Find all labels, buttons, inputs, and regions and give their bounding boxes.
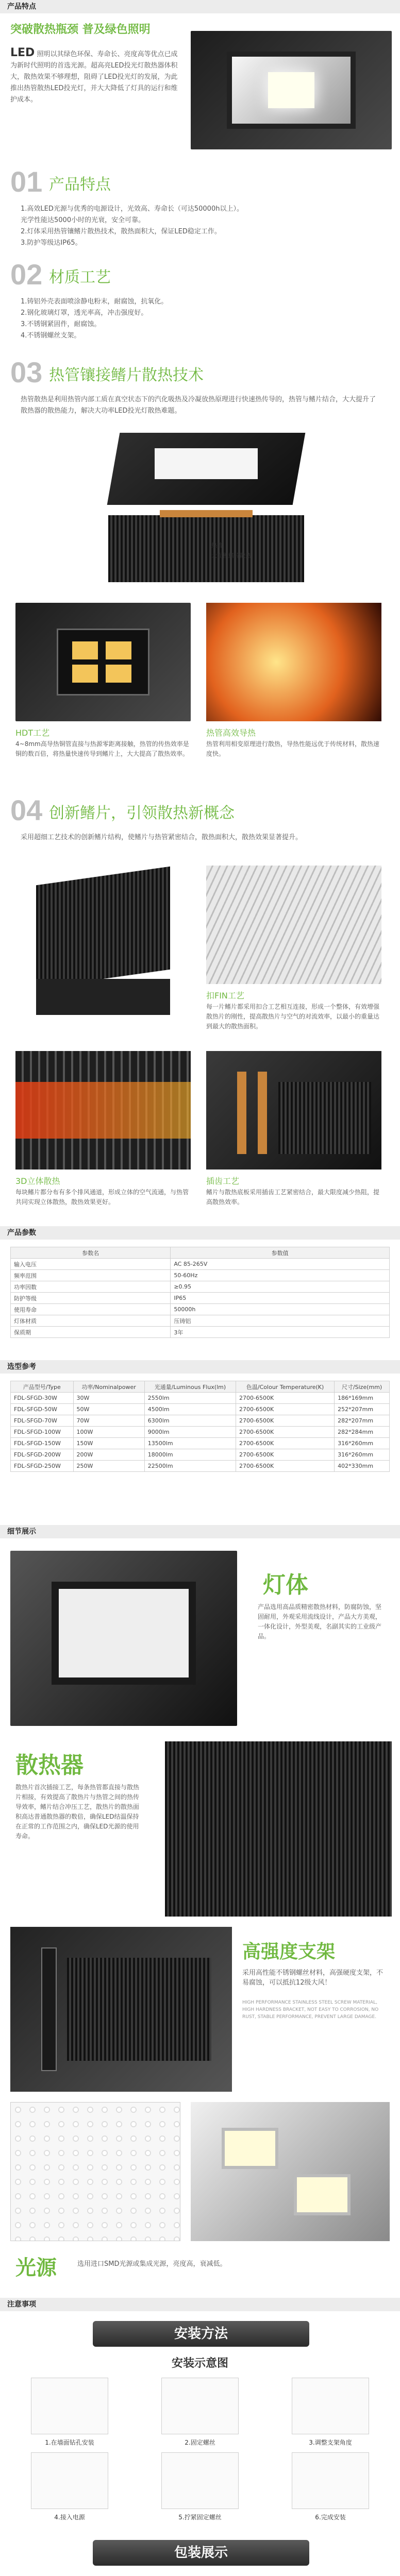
detail-body-text: 产品选用高品质精密散热材料，防腐防蚀，坚固耐用，外观采用流线设计，产品大方美观，一体化设计，外型美观，名副其实的工业级产品。 xyxy=(258,1603,382,1640)
features-item: 3.防护等级达IP65。 xyxy=(21,239,82,247)
cell: 282*207mm xyxy=(335,1415,390,1427)
insert-title: 插齿工艺 xyxy=(206,1176,240,1186)
detail-bracket-image xyxy=(10,1927,232,2092)
section-label-details: 细节展示 xyxy=(0,1525,400,1538)
hdt-image xyxy=(15,603,191,721)
cell: 4500lm xyxy=(144,1404,236,1415)
table-row xyxy=(11,1415,390,1427)
hero-product-image xyxy=(191,31,392,149)
param-value: ≥0.95 xyxy=(171,1281,390,1293)
cell: 70W xyxy=(73,1415,144,1427)
material-item: 1.铸铝外壳表面喷涂静电粉末，耐腐蚀，抗氧化。 xyxy=(21,298,168,306)
detail-sink-title: 散热器 xyxy=(15,1752,84,1778)
install-step-label: 1.在墙面钻孔安装 xyxy=(45,2439,94,2446)
install-step-image xyxy=(161,2378,239,2434)
table-row xyxy=(11,1293,390,1304)
selection-header: 色温/Colour Temperature(K) xyxy=(236,1381,335,1393)
hdt-text: 4~8mm高导热铜管直接与热源零距离接触，热管的传热效率是铜的数百倍，将热量快速传导到鳍片上，大大提高了散热效率。 xyxy=(15,740,189,757)
param-name: 灯体材质 xyxy=(11,1315,171,1327)
intro-block xyxy=(10,47,180,106)
heat3d-text: 每块鳍片都分布有多个排风通道，形成立体的空气流通，与热管共同实现立体散热，散热效果更好。 xyxy=(15,1189,189,1206)
cell: 2550lm xyxy=(144,1393,236,1404)
cell: 2700-6500K xyxy=(236,1415,335,1427)
callout-heatpipe: 热管 xyxy=(211,542,223,549)
fin-product-image xyxy=(15,866,191,1030)
cell: FDL-SFGD-200W xyxy=(11,1449,74,1461)
table-row xyxy=(11,1393,390,1404)
table-row xyxy=(11,1304,390,1315)
install-step-image xyxy=(31,2378,108,2434)
callout-fins: 大面积鳍片散热 xyxy=(211,552,251,559)
section-label-params: 产品参数 xyxy=(0,1226,400,1240)
features-item: 光学性能达5000小时的光衰，安全可靠。 xyxy=(21,216,145,224)
fin-num: 04 xyxy=(10,794,43,826)
cell: 50W xyxy=(73,1404,144,1415)
table-row xyxy=(11,1270,390,1281)
selection-table xyxy=(10,1381,390,1472)
cell: 200W xyxy=(73,1449,144,1461)
fin-text: 采用超细工艺技术的创新鳍片结构，使鳍片与热管紧密结合，散热面积大，散热效果显著提升。 xyxy=(21,834,303,841)
fin-process-title: 扣FIN工艺 xyxy=(206,991,244,1001)
selection-header: 光通量/Luminous Flux(lm) xyxy=(144,1381,236,1393)
param-value: 3年 xyxy=(171,1327,390,1338)
detail-body-image xyxy=(10,1551,237,1726)
detail-source-text: 选用进口SMD光源或集成光源，亮度高，衰减低。 xyxy=(77,2260,227,2268)
table-row xyxy=(11,1259,390,1270)
param-value: 50000h xyxy=(171,1304,390,1315)
cell: 22500lm xyxy=(144,1461,236,1472)
table-row xyxy=(11,1281,390,1293)
material-item: 2.钢化玻璃灯罩，透光率高，冲击强度好。 xyxy=(21,309,148,317)
cell: 316*260mm xyxy=(335,1449,390,1461)
install-step-label: 5.拧紧固定螺丝 xyxy=(178,2514,222,2521)
detail-sink-text: 散热片首次插接工艺，每条热管都直接与散热片相接，有效提高了散热片与热管之间的热传导效率，鳍片结合冲压工艺，散热片的散热面积高达普通散热器的数倍，确保LED结温保持在正常的工作范围之内，确保LED光源的使用寿命。 xyxy=(15,1784,140,1840)
selection-header: 功率/Nominalpower xyxy=(73,1381,144,1393)
table-row xyxy=(11,1404,390,1415)
param-name: 功率因数 xyxy=(11,1281,171,1293)
material-item: 4.不锈钢螺丝支架。 xyxy=(21,332,81,340)
material-item: 3.不锈钢紧固件，耐腐蚀。 xyxy=(21,320,101,328)
insert-process-image xyxy=(206,1051,381,1170)
cell: 2700-6500K xyxy=(236,1393,335,1404)
cell: 6300lm xyxy=(144,1415,236,1427)
install-step-image xyxy=(292,2378,369,2434)
section-label-notes: 注意事项 xyxy=(0,2298,400,2311)
params-header-value: 参数值 xyxy=(171,1247,390,1259)
fin-process-image xyxy=(206,866,381,984)
heatpipe-efficiency-title: 热管高效导热 xyxy=(206,728,256,738)
material-num: 02 xyxy=(10,258,43,291)
install-subtitle: 安装示意图 xyxy=(171,2357,228,2370)
param-name: 使用寿命 xyxy=(11,1304,171,1315)
table-row xyxy=(11,1327,390,1338)
material-list xyxy=(21,296,381,342)
params-table xyxy=(10,1247,390,1338)
detail-bracket-text: 采用高性能不锈钢螺丝材料，高强硬度支架，不易腐蚀，可以抵抗12级大风！ xyxy=(242,1969,384,1987)
detail-sink-image xyxy=(165,1741,392,1917)
detail-bracket-title: 高强度支架 xyxy=(242,1941,336,1962)
cell: 2700-6500K xyxy=(236,1427,335,1438)
intro-led: LED xyxy=(10,46,35,59)
heatsink-exploded-image xyxy=(98,433,314,587)
install-step-label: 4.接入电源 xyxy=(54,2514,85,2521)
install-step-label: 3.调整支架角度 xyxy=(309,2439,352,2446)
cell: FDL-SFGD-30W xyxy=(11,1393,74,1404)
params-header-name: 参数名 xyxy=(11,1247,171,1259)
heat3d-title: 3D立体散热 xyxy=(15,1176,60,1186)
cell: 9000lm xyxy=(144,1427,236,1438)
cell: 30W xyxy=(73,1393,144,1404)
headline: 突破散热瓶颈 普及绿色照明 xyxy=(10,23,151,36)
heatpipe-text: 热管散热是利用热管内部工质在真空状态下的汽化吸热及冷凝放热原理进行快速热传导的，热管与鳍片结合，大大提升了散热器的散热能力，解决大功率LED投光灯散热难题。 xyxy=(21,396,376,415)
detail-body-title: 灯体 xyxy=(263,1572,308,1598)
material-title: 材质工艺 xyxy=(49,268,111,286)
intro-text: 照明以其绿色环保、寿命长、亮度高等优点已成为新时代照明的首选光源。超高亮LED投光灯散热器体积大，散热效果不够理想，阻碍了LED投光灯的发展，为此推出热管散热LED投光灯，并大大降低了灯具的运行和维护成本。 xyxy=(10,50,178,104)
features-list xyxy=(21,204,381,249)
cell: 13500lm xyxy=(144,1438,236,1449)
selection-header: 产品型号/Type xyxy=(11,1381,74,1393)
param-name: 输入电压 xyxy=(11,1259,171,1270)
cell: FDL-SFGD-100W xyxy=(11,1427,74,1438)
param-name: 频率范围 xyxy=(11,1270,171,1281)
cell: FDL-SFGD-50W xyxy=(11,1404,74,1415)
cell: FDL-SFGD-250W xyxy=(11,1461,74,1472)
install-step-label: 2.固定螺丝 xyxy=(185,2439,215,2446)
detail-bracket-en: HIGH PERFORMANCE STAINLESS STEEL SCREW MATERIAL, HIGH HARDNESS BRACKET, NOT EASY TO CORROSION, NO RUST, STABLE PERFORMANCE, PREVENT LARGE DAMAGE. xyxy=(242,2000,379,2020)
insert-text: 鳍片与散热底板采用插齿工艺紧密结合，最大限度减少热阻，提高散热效率。 xyxy=(206,1189,380,1206)
cell: 282*284mm xyxy=(335,1427,390,1438)
cell: FDL-SFGD-70W xyxy=(11,1415,74,1427)
cell: 316*260mm xyxy=(335,1438,390,1449)
feature-num: 01 xyxy=(10,165,43,198)
install-banner: 安装方法 xyxy=(93,2321,309,2347)
features-item: 2.灯体采用热管镶鳍片散热技术，散热面积大，保证LED稳定工作。 xyxy=(21,228,221,235)
param-value: AC 85-265V xyxy=(171,1259,390,1270)
cell: 250W xyxy=(73,1461,144,1472)
param-name: 防护等级 xyxy=(11,1293,171,1304)
param-value: 压铸铝 xyxy=(171,1315,390,1327)
heatpipe-title: 热管镶接鳍片散热技术 xyxy=(49,366,204,384)
install-step-image xyxy=(161,2452,239,2509)
detail-source-module-image xyxy=(191,2102,390,2241)
cell: 186*169mm xyxy=(335,1393,390,1404)
param-name: 保质期 xyxy=(11,1327,171,1338)
section-label-selection: 选型参考 xyxy=(0,1360,400,1374)
detail-source-title: 光源 xyxy=(15,2256,57,2280)
install-step-image xyxy=(292,2452,369,2509)
cell: 150W xyxy=(73,1438,144,1449)
cell: 2700-6500K xyxy=(236,1438,335,1449)
cell: 100W xyxy=(73,1427,144,1438)
heat3d-image xyxy=(15,1051,191,1170)
table-row xyxy=(11,1449,390,1461)
section-label-features: 产品特点 xyxy=(0,0,400,13)
param-value: 50-60Hz xyxy=(171,1270,390,1281)
fin-process-text: 每一片鳍片都采用扣合工艺相互连接，形成一个整体，有效增强散热片的刚性，提高散热片与空气的对流效率，以最小的重量达到最大的散热面积。 xyxy=(206,1003,380,1030)
table-row xyxy=(11,1381,390,1393)
cell: 252*207mm xyxy=(335,1404,390,1415)
pack-banner: 包装展示 xyxy=(93,2540,309,2566)
cell: 18000lm xyxy=(144,1449,236,1461)
table-row xyxy=(11,1247,390,1259)
table-row xyxy=(11,1438,390,1449)
selection-header: 尺寸/Size(mm) xyxy=(335,1381,390,1393)
cell: 402*330mm xyxy=(335,1461,390,1472)
heatpipe-efficiency-image xyxy=(206,603,381,721)
install-step-label: 6.完成安装 xyxy=(315,2514,346,2521)
heatpipe-efficiency-text: 热管利用相变原理进行散热，导热性能远优于传统材料，散热速度快。 xyxy=(206,740,380,757)
cell: FDL-SFGD-150W xyxy=(11,1438,74,1449)
cell: 2700-6500K xyxy=(236,1461,335,1472)
features-item: 1.高效LED光源与优秀的电源设计，光效高、寿命长（可达50000h以上）。 xyxy=(21,205,243,213)
cell: 2700-6500K xyxy=(236,1404,335,1415)
features-title: 产品特点 xyxy=(49,176,111,194)
table-row xyxy=(11,1461,390,1472)
detail-source-chip-image xyxy=(10,2102,180,2241)
param-value: IP65 xyxy=(171,1293,390,1304)
cell: 2700-6500K xyxy=(236,1449,335,1461)
fin-title: 创新鳍片，引领散热新概念 xyxy=(49,804,235,822)
install-step-image xyxy=(31,2452,108,2509)
hdt-title: HDT工艺 xyxy=(15,728,50,738)
table-row xyxy=(11,1315,390,1327)
table-row xyxy=(11,1427,390,1438)
heatpipe-num: 03 xyxy=(10,356,43,388)
